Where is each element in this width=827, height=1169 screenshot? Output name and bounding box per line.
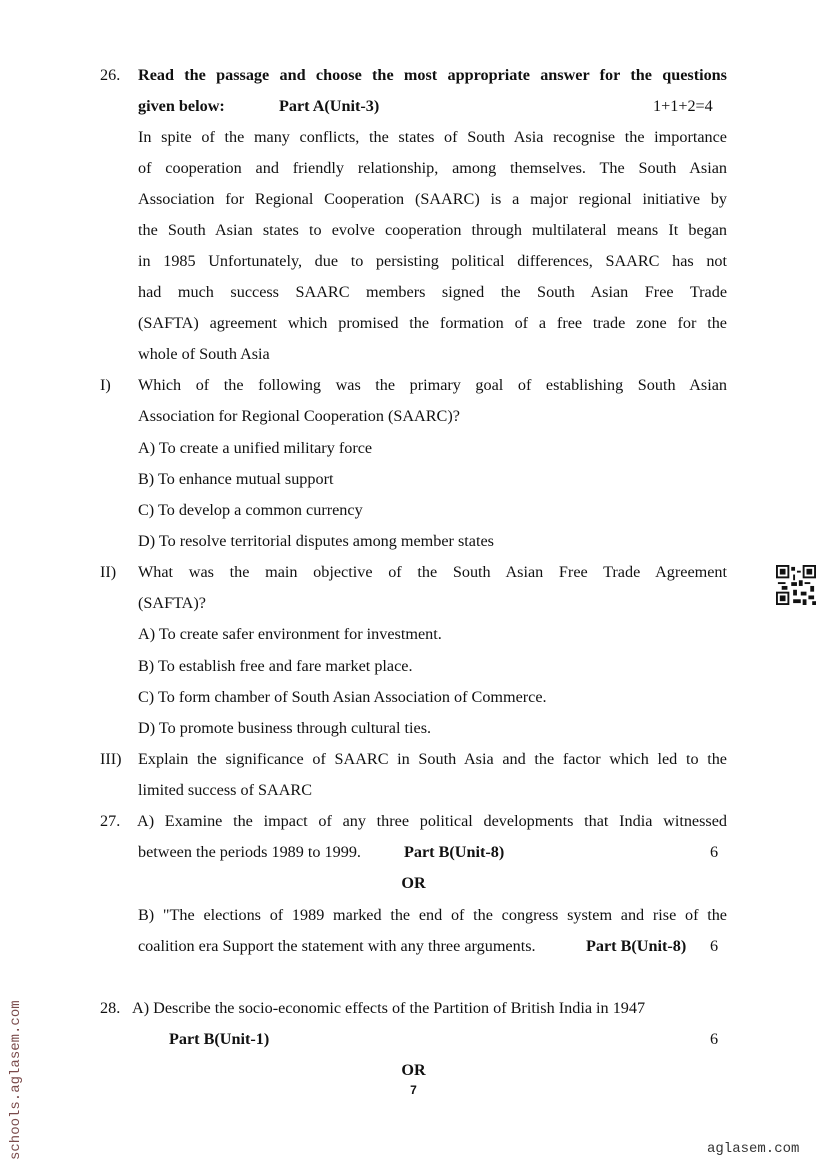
- option: D) To promote business through cultural ties.: [138, 719, 432, 737]
- subquestion-label: II): [100, 563, 117, 581]
- question-number: 26.: [100, 66, 121, 84]
- subquestion-text: Association for Regional Cooperation (SAARC)?: [138, 407, 460, 425]
- passage-line: in 1985 Unfortunately, due to persisting political differences, SAARC has not: [138, 252, 727, 270]
- option: A) To create a unified military force: [138, 439, 373, 457]
- question-text: B) "The elections of 1989 marked the end of the congress system and rise of the: [138, 906, 727, 924]
- marks: 6: [710, 937, 719, 955]
- passage-line: the South Asian states to evolve cooperation through multilateral means It began: [138, 221, 727, 239]
- question-number: 28.: [100, 999, 121, 1017]
- passage-line: Association for Regional Cooperation (SAARC) is a major regional initiative by: [138, 190, 727, 208]
- marks: 1+1+2=4: [653, 97, 713, 115]
- watermark-aglasem: aglasem.com: [707, 1141, 800, 1157]
- option: C) To develop a common currency: [138, 501, 363, 519]
- passage-line: of cooperation and friendly relationship, among themselves. The South Asian: [138, 159, 727, 177]
- passage-line: had much success SAARC members signed the South Asian Free Trade: [138, 283, 727, 301]
- subquestion-text: Explain the significance of SAARC in South Asia and the factor which led to the: [138, 750, 727, 768]
- option: B) To establish free and fare market place.: [138, 657, 413, 675]
- question-text: between the periods 1989 to 1999.: [138, 843, 361, 861]
- page-number: 7: [410, 1083, 417, 1097]
- subquestion-label: I): [100, 376, 111, 394]
- question-text: A) Examine the impact of any three political developments that India witnessed: [137, 812, 727, 830]
- part-label: Part B(Unit-8): [404, 843, 505, 861]
- part-label: Part B(Unit-1): [169, 1030, 270, 1048]
- option: C) To form chamber of South Asian Association of Commerce.: [138, 688, 547, 706]
- marks: 6: [710, 1030, 719, 1048]
- passage-line: In spite of the many conflicts, the states of South Asia recognise the importance: [138, 128, 727, 146]
- passage-line: (SAFTA) agreement which promised the formation of a free trade zone for the: [138, 314, 727, 332]
- subquestion-text: limited success of SAARC: [138, 781, 313, 799]
- question-number: 27.: [100, 812, 121, 830]
- passage-line: whole of South Asia: [138, 345, 270, 363]
- marks: 6: [710, 843, 719, 861]
- question-heading: Read the passage and choose the most appropriate answer for the questions: [138, 66, 727, 84]
- question-text: A) Describe the socio-economic effects of the Partition of British India in 1947: [132, 999, 646, 1017]
- option: A) To create safer environment for investment.: [138, 625, 442, 643]
- option: D) To resolve territorial disputes among member states: [138, 532, 494, 550]
- subquestion-text: What was the main objective of the South Asian Free Trade Agreement: [138, 563, 727, 581]
- or-separator: OR: [401, 1061, 426, 1079]
- subquestion-text: (SAFTA)?: [138, 594, 206, 612]
- subquestion-text: Which of the following was the primary goal of establishing South Asian: [138, 376, 727, 394]
- part-label: Part A(Unit-3): [279, 97, 380, 115]
- question-heading-cont: given below:: [138, 97, 225, 115]
- subquestion-label: III): [100, 750, 122, 768]
- or-separator: OR: [401, 874, 426, 892]
- option: B) To enhance mutual support: [138, 470, 334, 488]
- question-text: coalition era Support the statement with any three arguments.: [138, 937, 536, 955]
- qr-code-icon: [776, 565, 816, 605]
- part-label: Part B(Unit-8): [586, 937, 687, 955]
- watermark-schools-aglasem: schools.aglasem.com: [8, 1000, 24, 1160]
